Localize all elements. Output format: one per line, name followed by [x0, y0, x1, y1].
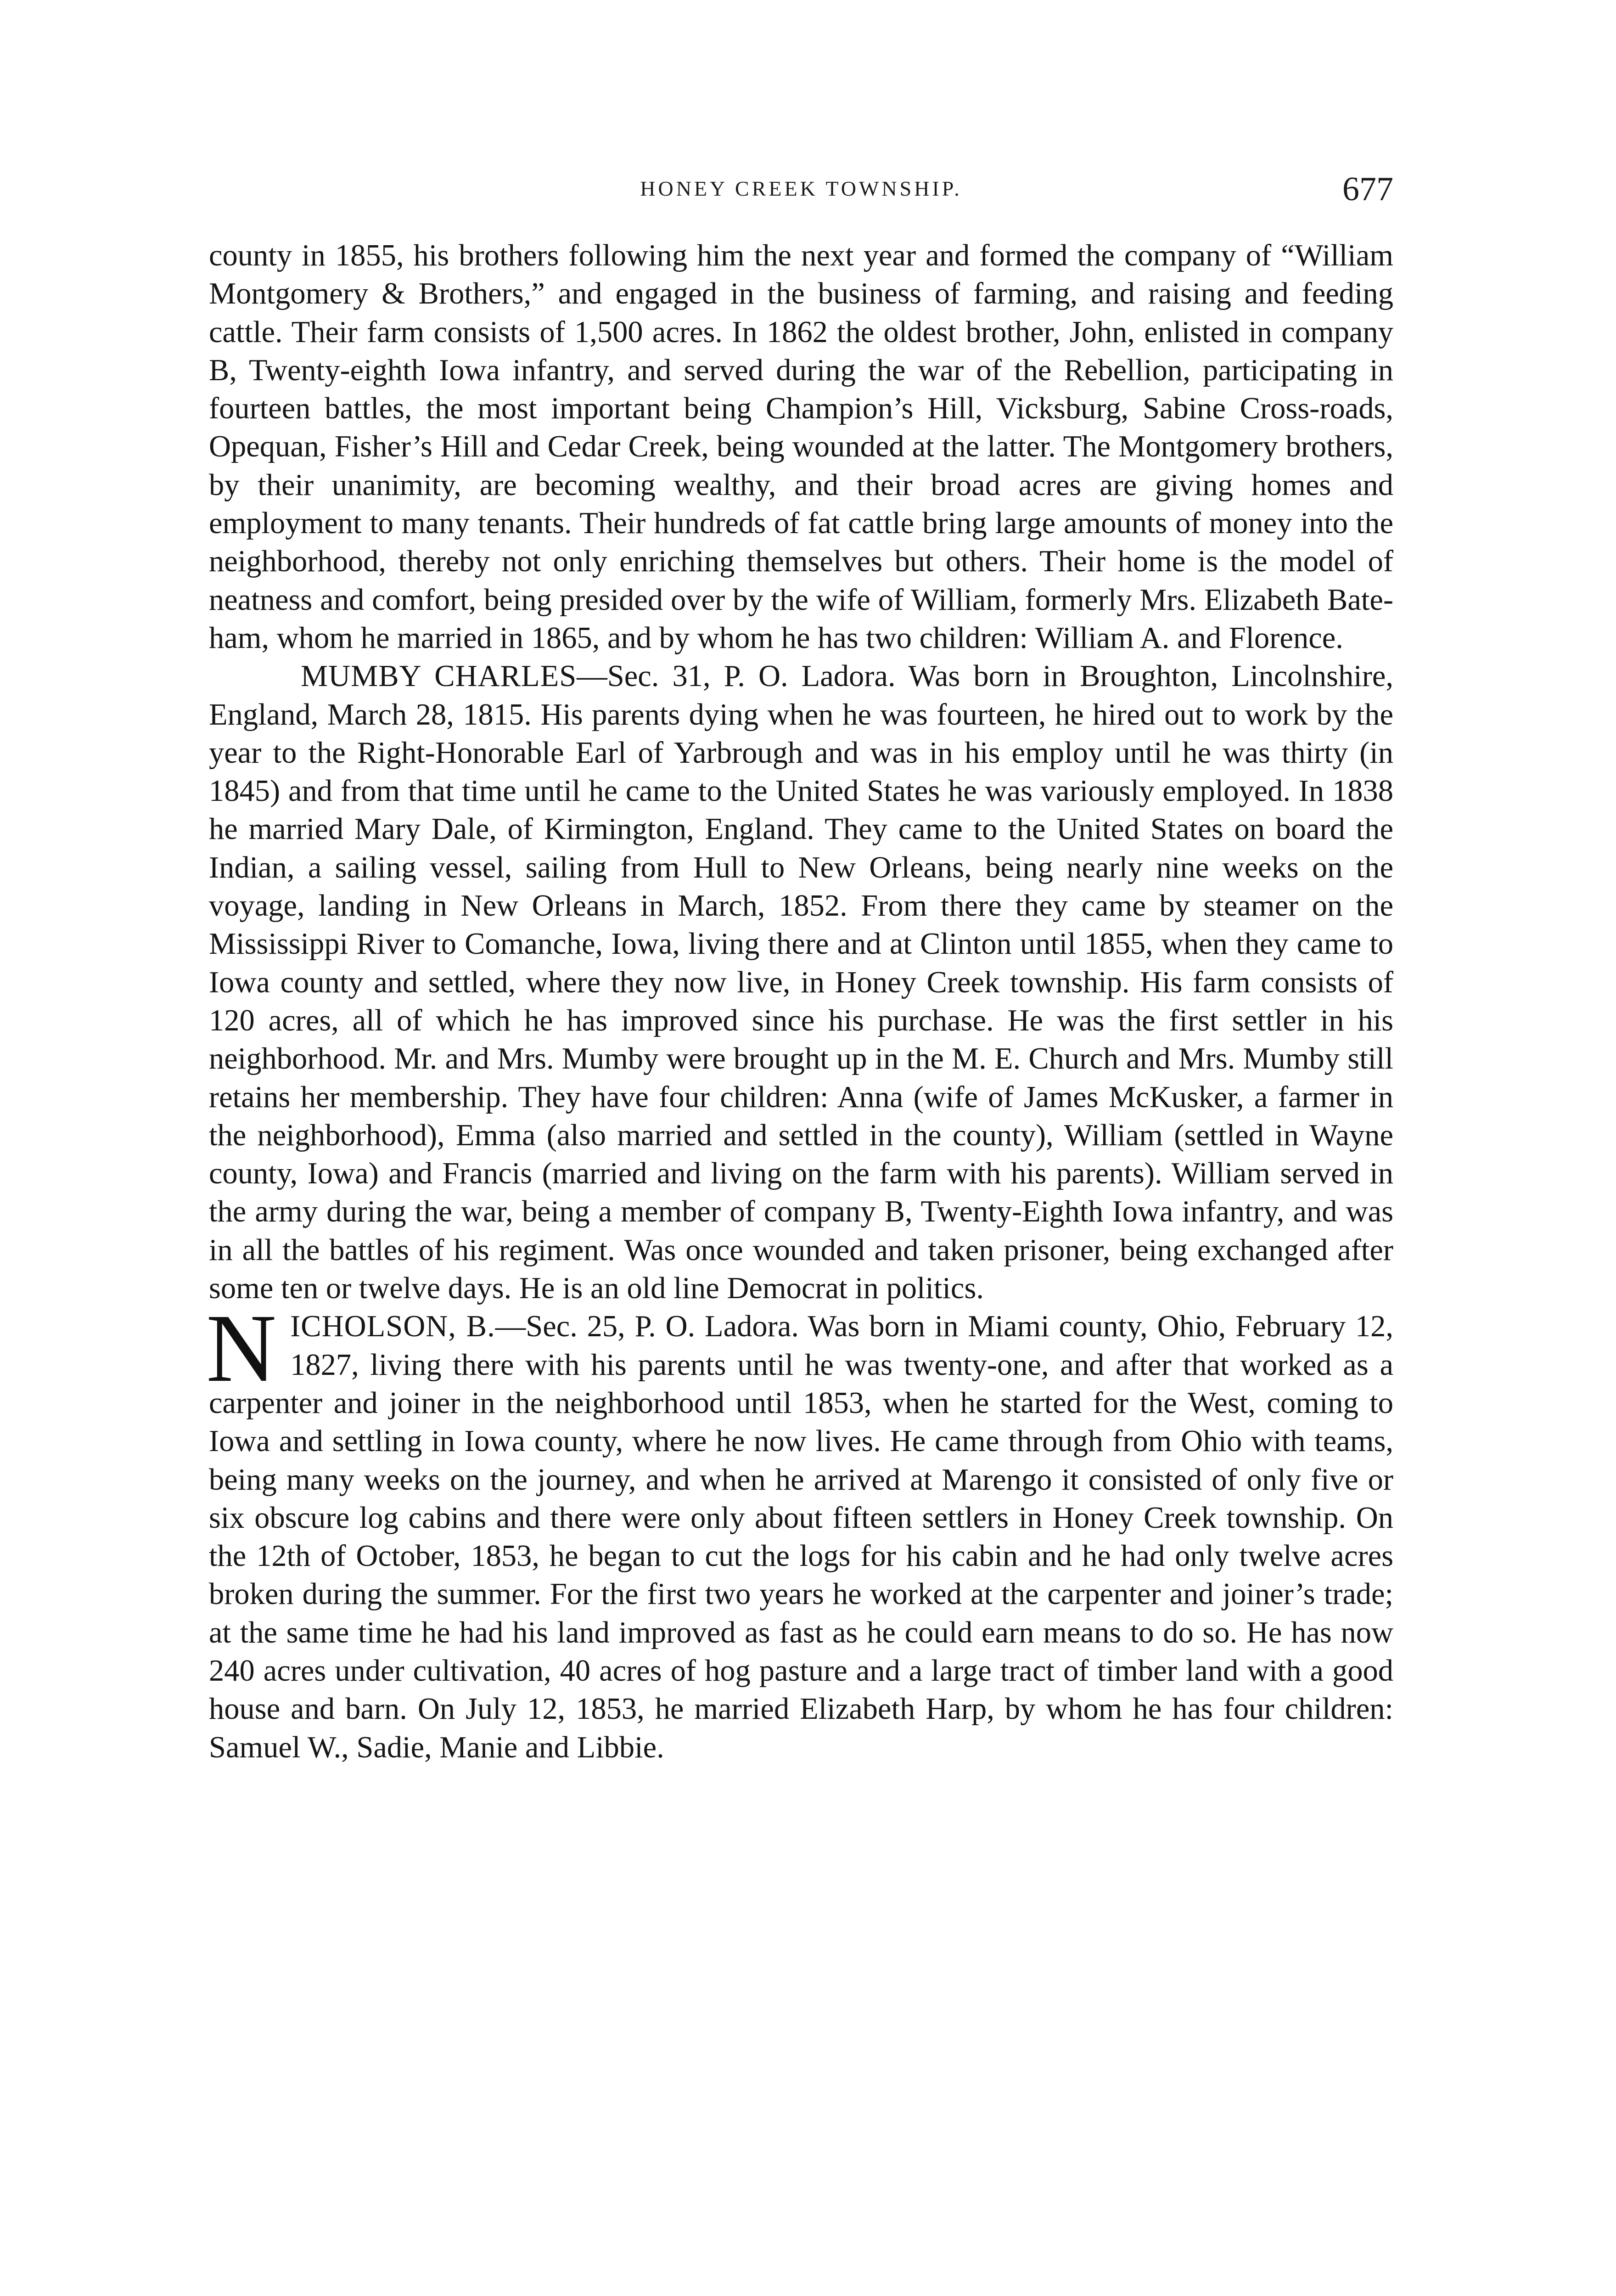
running-header — [209, 170, 1393, 211]
drop-cap-initial: N — [206, 1294, 277, 1402]
entry-nicholson — [206, 1294, 1393, 1767]
entry-mumby — [209, 657, 1393, 1307]
entry-text-nicholson: —Sec. 25, P. O. Ladora. Was born in Miami county, Ohio, February 12, 1827, living there with his parents until he was twenty-one, and after that worked as a carpenter and joiner in the neighborhood until 1853, when he started for the West, coming to Iowa and settling in Iowa county, where he now lives. He came through from Ohio with teams, being many weeks on the journey, and when he arrived at Marengo it consisted of only five or six obscure log cabins and there were only about fifteen settlers in Honey Creek township. On the 12th of October, 1853, he began to cut the logs for his cabin and he had only twelve acres broken during the summer. For the first two years he worked at the carpenter and joiner’s trade; at the same time he had his land improved as fast as he could earn means to do so. He has now 240 acres under cultivation, 40 acres of hog pasture and a large tract of timber land with a good house and barn. On July 12, 1853, he married Elizabeth Harp, by whom he has four children: Samuel W., Sadie, Manie and Libbie. — [209, 1310, 1393, 1764]
body-text — [206, 236, 1393, 1767]
entry-text-mumby: —Sec. 31, P. O. Ladora. Was born in Broughton, Lincolnshire, England, March 28, 1815. His parents dying when he was fourteen, he hired out to work by the year to the Right-Honorable Earl of Yarbrough and was in his employ until he was thirty (in 1845) and from that time until he came to the United States he was variously employed. In 1838 he married Mary Dale, of Kirmington, England. They came to the United States on board the Indian, a sailing vessel, sailing from Hull to New Orleans, being nearly nine weeks on the voyage, landing in New Orleans in March, 1852. From there they came by steamer on the Mississippi River to Comanche, Iowa, living there and at Clinton until 1855, when they came to Iowa county and settled, where they now live, in Honey Creek township. His farm consists of 120 acres, all of which he has improved since his purchase. He was the first settler in his neighborhood. Mr. and Mrs. Mumby were brought up in the M. E. Church and Mrs. Mumby still retains her membership. They have four children: Anna (wife of James McKusker, a farmer in the neighborhood), Emma (also married and settled in the county), William (settled in Wayne county, Iowa) and Francis (married and living on the farm with his parents). William served in the army during the war, being a member of company B, Twenty-Eighth Iowa infantry, and was in all the battles of his regiment. Was once wounded and taken prisoner, being exchanged after some ten or twelve days. He is an old line Democrat in politics. — [209, 659, 1393, 1306]
continuation-paragraph: county in 1855, his brothers following him the next year and formed the company of “William Montgomery & Brothers,” and engaged in the business of farming, and raising and feeding cattle. Their farm consists of 1,500 acres. In 1862 the oldest brother, John, enlisted in company B, Twenty-eighth Iowa infantry, and served during the war of the Rebellion, participating in fourteen battles, the most important being Champion’s Hill, Vicksburg, Sabine Cross-roads, Opequan, Fisher’s Hill and Cedar Creek, being wounded at the latter. The Montgomery brothers, by their unanimity, are becoming wealthy, and their broad acres are giving homes and employment to many tenants. Their hundreds of fat cattle bring large amounts of money into the neighborhood, thereby not only enriching themselves but others. Their home is the model of neatness and comfort, being presided over by the wife of William, formerly Mrs. Elizabeth Bateham, whom he married in 1865, and by whom he has two children: William A. and Florence. — [209, 239, 1393, 655]
running-title: HONEY CREEK TOWNSHIP. — [640, 177, 962, 200]
entry-name-mumby: MUMBY CHARLES — [301, 659, 577, 693]
page-number: 677 — [1342, 170, 1393, 208]
entry-name-nicholson: ICHOLSON, B. — [290, 1310, 495, 1344]
